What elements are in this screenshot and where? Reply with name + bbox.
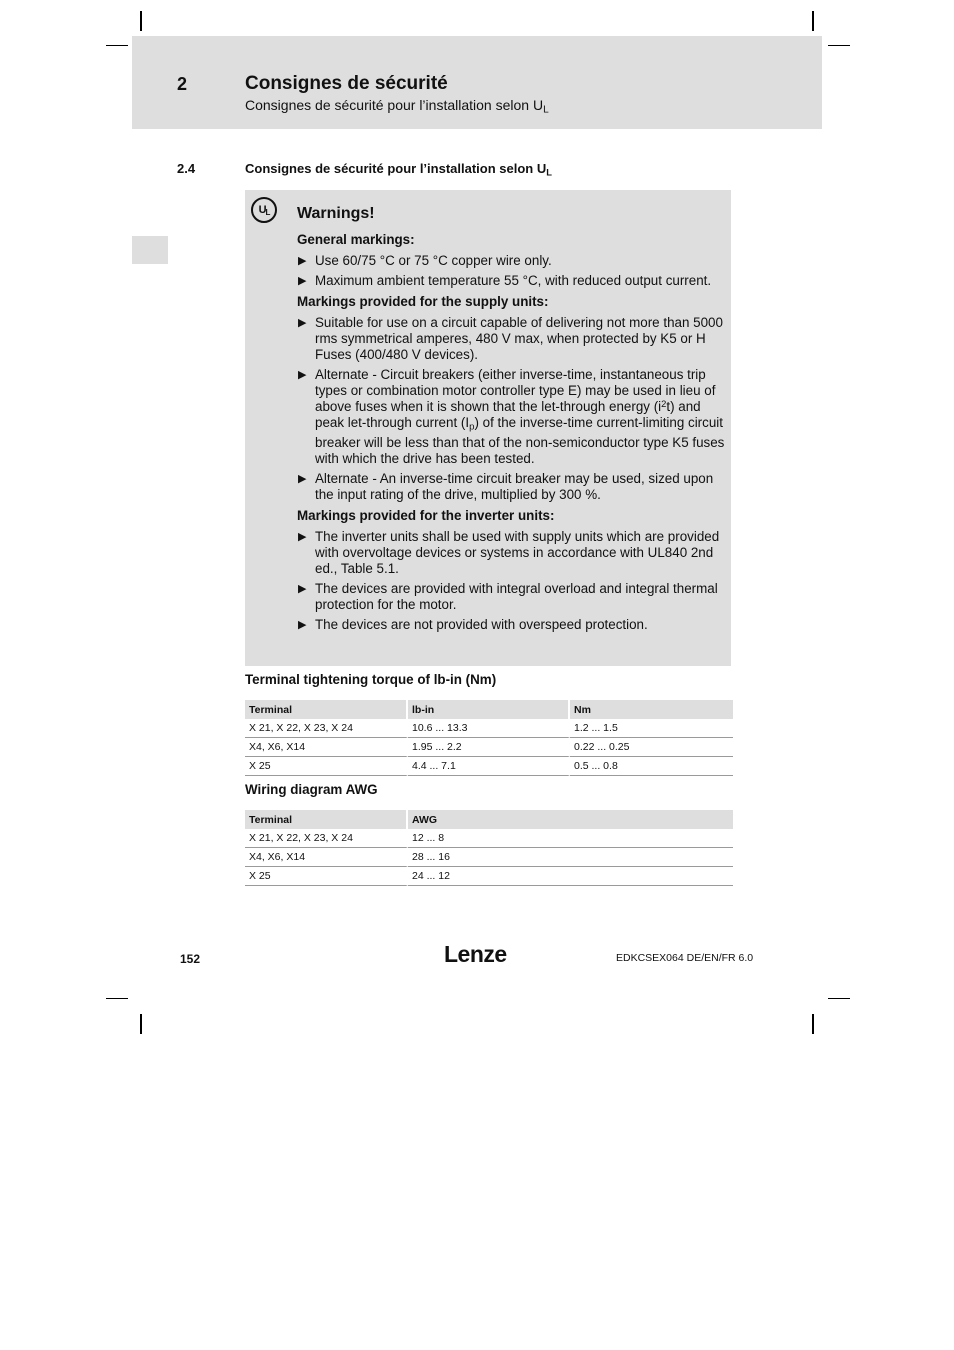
table-cell: X 25 <box>245 867 408 886</box>
list-item: ▶ The inverter units shall be used with supply units which are provided with overvoltage devices or systems in accordance with UL840 2nd ed., Table 5.1. <box>298 529 720 577</box>
column-header: AWG <box>408 810 733 829</box>
column-header: lb-in <box>408 700 570 719</box>
crop-mark-top-right <box>812 11 814 31</box>
supply-markings-heading: Markings provided for the supply units: <box>297 294 549 309</box>
table-cell: 24 ... 12 <box>408 867 733 886</box>
table-cell: X 25 <box>245 757 408 776</box>
crop-mark-top-left <box>140 11 142 31</box>
document-code: EDKCSEX064 DE/EN/FR 6.0 <box>616 952 754 964</box>
column-header: Nm <box>570 700 733 719</box>
table-cell: 28 ... 16 <box>408 848 733 867</box>
list-item: ▶ Alternate - Circuit breakers (either inverse-time, instantaneous trip types or combination motor controller type E) may be used in lieu of above fuses when it is shown that the let-through energy $(i^2t)$ and peak let-through current $(I_p)$ of the inverse-time current-limiting circuit breaker will be less than that of the non-semiconductor type K5 fuses with which the drive has been tested. <box>298 367 725 467</box>
triangle-right-icon: ▶ <box>298 619 307 632</box>
triangle-right-icon: ▶ <box>298 255 307 267</box>
column-header: Terminal <box>245 810 408 829</box>
warning-title: Warnings! <box>297 205 375 222</box>
triangle-right-icon: ▶ <box>298 317 307 329</box>
triangle-right-icon: ▶ <box>298 275 307 287</box>
torque-table <box>245 700 733 776</box>
list-item: ▶ Use 60/75 °C or 75 °C copper wire only. <box>298 253 552 268</box>
warning-content <box>297 204 725 638</box>
table-row <box>245 719 733 738</box>
torque-table-title: Terminal tightening torque of lb-in (Nm) <box>245 672 497 687</box>
table-header-row <box>245 700 733 719</box>
table-row <box>245 738 733 757</box>
general-markings-heading: General markings: <box>297 232 415 247</box>
crop-mark-bottom-left <box>140 1014 142 1034</box>
chapter-subtitle: Consignes de sécurité pour l’installation selon $U_L$ <box>245 97 549 116</box>
awg-table <box>245 810 733 886</box>
table-row <box>245 757 733 776</box>
table-cell: X 21, X 22, X 23, X 24 <box>245 829 408 848</box>
triangle-right-icon: ▶ <box>298 583 307 596</box>
crop-mark-bottom-right-h <box>828 998 850 999</box>
list-item: ▶ The devices are provided with integral overload and integral thermal protection for the motor. <box>298 581 718 613</box>
chapter-side-tab <box>132 236 168 264</box>
table-cell: 0.22 ... 0.25 <box>570 738 733 757</box>
triangle-right-icon: ▶ <box>298 531 307 544</box>
table-cell: 4.4 ... 7.1 <box>408 757 570 776</box>
crop-mark-bottom-right <box>812 1014 814 1034</box>
crop-mark-top-right-h <box>828 45 850 46</box>
section-title: Consignes de sécurité pour l’installation selon $U_L$ <box>245 161 552 178</box>
list-item: ▶ The devices are not provided with overspeed protection. <box>298 617 648 633</box>
table-row <box>245 848 733 867</box>
table-cell: X 21, X 22, X 23, X 24 <box>245 719 408 738</box>
list-item: ▶ Maximum ambient temperature 55 °C, with reduced output current. <box>298 273 712 288</box>
table-header-row <box>245 810 733 829</box>
chapter-number: 2 <box>177 74 188 94</box>
table-cell: 0.5 ... 0.8 <box>570 757 733 776</box>
triangle-right-icon: ▶ <box>298 473 307 486</box>
table-row <box>245 829 733 848</box>
table-cell: X4, X6, X14 <box>245 848 408 867</box>
ul-listing-icon: $U_L$ <box>251 197 277 223</box>
inverter-markings-heading: Markings provided for the inverter units: <box>297 508 555 524</box>
awg-table-title: Wiring diagram AWG <box>245 782 378 797</box>
table-cell: X4, X6, X14 <box>245 738 408 757</box>
column-header: Terminal <box>245 700 408 719</box>
inverter-markings-list <box>297 529 725 633</box>
lenze-logo: Lenze <box>444 941 507 967</box>
table-cell: 10.6 ... 13.3 <box>408 719 570 738</box>
general-markings-list <box>297 253 725 289</box>
list-item: ▶ Suitable for use on a circuit capable of delivering not more than 5000 rms symmetrical amperes, 480 V max, when protected by K5 or H Fuses (400/480 V devices). <box>298 315 723 362</box>
table-row <box>245 867 733 886</box>
table-cell: 1.2 ... 1.5 <box>570 719 733 738</box>
page-number: 152 <box>180 952 201 966</box>
chapter-title: Consignes de sécurité <box>245 73 448 94</box>
supply-markings-list <box>297 315 725 503</box>
list-item: ▶ Alternate - An inverse-time circuit breaker may be used, sized upon the input rating of the drive, multiplied by 300 %. <box>298 471 714 503</box>
crop-mark-bottom-left-h <box>106 998 128 999</box>
table-cell: 12 ... 8 <box>408 829 733 848</box>
triangle-right-icon: ▶ <box>298 369 307 381</box>
section-number: 2.4 <box>177 161 196 176</box>
table-cell: 1.95 ... 2.2 <box>408 738 570 757</box>
crop-mark-top-left-h <box>106 45 128 46</box>
